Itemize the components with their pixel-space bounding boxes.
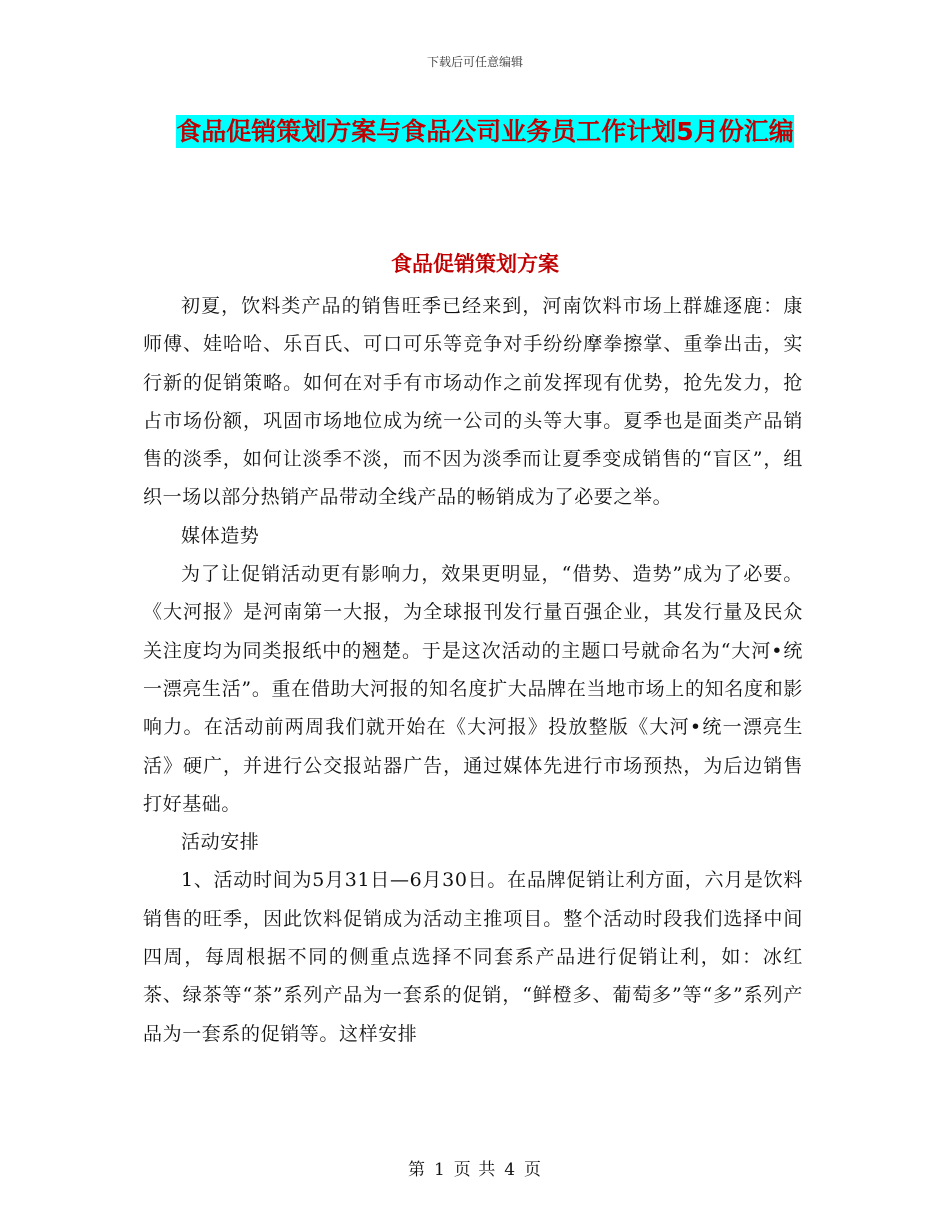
paragraph-intro: 初夏，饮料类产品的销售旺季已经来到，河南饮料市场上群雄逐鹿：康师傅、娃哈哈、乐百氏、可口可乐等竞争对手纷纷摩拳擦掌、重拳出击，实行新的促销策略。如何在对手有市场动作之前发挥现有优势，抢先发力，抢占市场份额，巩固市场地位成为统一公司的头等大事。夏季也是面类产品销售的淡季，如何让淡季不淡，而不因为淡季而让夏季变成销售的“盲区”，组织一场以部分热销产品带动全线产品的畅销成为了必要之举。 (143, 295, 803, 509)
footer-suffix: 页 (524, 1160, 543, 1180)
header-note: 下载后可任意编辑 (426, 55, 523, 69)
paragraph-activity: 1、活动时间为5月31日—6月30日。在品牌促销让利方面，六月是饮料销售的旺季，因此饮料促销成为活动主推项目。整个活动时段我们选择中间四周，每周根据不同的侧重点选择不同套系产品进行促销让利，如：冰红茶、绿茶等“茶”系列产品为一套系的促销，“鲜橙多、葡萄多”等“多”系列产品为一套系的促销等。这样安排 (143, 869, 803, 1045)
page-footer (0, 1155, 950, 1180)
document-body (143, 287, 803, 1053)
footer-total-pages: 4 (504, 1160, 517, 1180)
footer-prefix: 第 (407, 1160, 426, 1180)
paragraph-media: 为了让促销活动更有影响力，效果更明显，“借势、造势”成为了必要。《大河报》是河南第一大报，为全球报刊发行量百强企业，其发行量及民众关注度均为同类报纸中的翘楚。于是这次活动的主题口号就命名为“大河•统一漂亮生活”。重在借助大河报的知名度扩大品牌在当地市场上的知名度和影响力。在活动前两周我们就开始在《大河报》投放整版《大河•统一漂亮生活》硬广，并进行公交报站器广告，通过媒体先进行市场预热，为后边销售打好基础。 (143, 563, 803, 815)
subheading-activity: 活动安排 (181, 831, 260, 854)
document-title-text: 食品促销策划方案与食品公司业务员工作计划5月份汇编 (176, 117, 794, 146)
section-title: 食品促销策划方案 (391, 252, 559, 276)
document-title (140, 108, 830, 156)
subheading-media: 媒体造势 (181, 524, 260, 547)
footer-middle: 页 共 (453, 1160, 497, 1180)
footer-page-number: 1 (433, 1160, 446, 1180)
